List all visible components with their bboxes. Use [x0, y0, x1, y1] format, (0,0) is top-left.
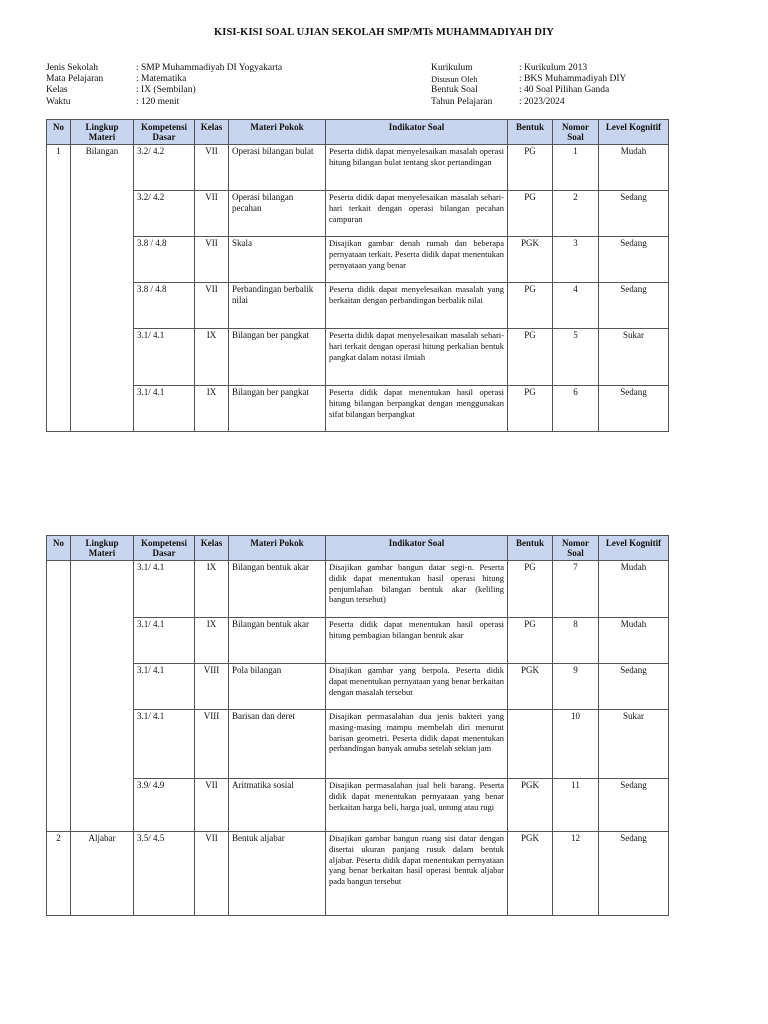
- info-row: [46, 74, 282, 85]
- header-kelas: Kelas: [195, 120, 229, 145]
- cell-level-kognitif: Sukar: [599, 710, 669, 779]
- cell-materi-pokok: Bilangan bentuk akar: [229, 561, 326, 618]
- cell-kelas: VII: [195, 237, 229, 283]
- cell-bentuk: PG: [508, 191, 553, 237]
- cell-kelas: VIII: [195, 710, 229, 779]
- header-bentuk: Bentuk: [508, 536, 553, 561]
- cell-nomor-soal: 5: [553, 329, 599, 386]
- cell-kompetensi-dasar: 3.1/ 4.1: [134, 329, 195, 386]
- cell-kompetensi-dasar: 3.1/ 4.1: [134, 664, 195, 710]
- cell-no: 2: [47, 832, 71, 916]
- info-label: Kelas: [46, 85, 68, 96]
- cell-materi-pokok: Barisan dan deret: [229, 710, 326, 779]
- cell-nomor-soal: 7: [553, 561, 599, 618]
- cell-nomor-soal: 11: [553, 779, 599, 832]
- cell-bentuk: PGK: [508, 664, 553, 710]
- cell-kompetensi-dasar: 3.8 / 4.8: [134, 283, 195, 329]
- info-value: : Matematika: [136, 74, 187, 85]
- cell-indikator-soal: Peserta didik dapat menyelesaikan masalah sehari-hari terkait dengan operasi bilangan pecahan campuran: [326, 191, 508, 237]
- table-row: [47, 329, 669, 386]
- cell-kompetensi-dasar: 3.5/ 4.5: [134, 832, 195, 916]
- kisi-table-2: [46, 535, 669, 916]
- cell-nomor-soal: 1: [553, 145, 599, 191]
- header-level-kognitif: Level Kognitif: [599, 536, 669, 561]
- info-value: : SMP Muhammadiyah DI Yogyakarta: [136, 63, 283, 73]
- info-label: Tahun Pelajaran: [431, 96, 493, 107]
- table-row: [47, 561, 669, 618]
- cell-bentuk: PG: [508, 283, 553, 329]
- info-row: [431, 97, 626, 108]
- cell-indikator-soal: Peserta didik dapat menentukan hasil operasi hitung bilangan berpangkat dengan menggunakan sifat bilangan berpangkat: [326, 386, 508, 432]
- cell-materi-pokok: Bilangan ber pangkat: [229, 386, 326, 432]
- cell-kelas: VII: [195, 832, 229, 916]
- document-title: KISI-KISI SOAL UJIAN SEKOLAH SMP/MTs MUHAMMADIYAH DIY: [214, 27, 554, 38]
- cell-bentuk: PG: [508, 561, 553, 618]
- cell-bentuk: PG: [508, 329, 553, 386]
- info-label: Bentuk Soal: [431, 85, 478, 96]
- header-materi-pokok: Materi Pokok: [229, 120, 326, 145]
- cell-level-kognitif: Mudah: [599, 145, 669, 191]
- cell-no: 1: [47, 145, 71, 432]
- cell-materi-pokok: Pola bilangan: [229, 664, 326, 710]
- cell-nomor-soal: 3: [553, 237, 599, 283]
- info-row: [46, 97, 282, 108]
- header-lingkup-materi: Lingkup Materi: [71, 120, 134, 145]
- info-label: Mata Pelajaran: [46, 74, 104, 85]
- info-value: : 120 menit: [136, 96, 180, 107]
- header-no: No: [47, 536, 71, 561]
- cell-kompetensi-dasar: 3.2/ 4.2: [134, 145, 195, 191]
- cell-level-kognitif: Sedang: [599, 237, 669, 283]
- header-kompetensi-dasar: Kompetensi Dasar: [134, 536, 195, 561]
- cell-nomor-soal: 9: [553, 664, 599, 710]
- cell-materi-pokok: Operasi bilangan pecahan: [229, 191, 326, 237]
- cell-indikator-soal: Disajikan gambar bangun datar segi-n. Peserta didik dapat menentukan hasil operasi hitung penjumlahan bilangan bentuk akar (keliling bangun tersebut): [326, 561, 508, 618]
- cell-nomor-soal: 4: [553, 283, 599, 329]
- cell-kelas: VII: [195, 191, 229, 237]
- table-row: [47, 832, 669, 916]
- cell-level-kognitif: Sedang: [599, 283, 669, 329]
- info-row: [431, 74, 626, 85]
- table-header-row: [47, 536, 669, 561]
- cell-indikator-soal: Peserta didik dapat menyelesaikan masalah yang berkaitan dengan perbandingan berbalik nilai: [326, 283, 508, 329]
- cell-indikator-soal: Disajikan gambar yang berpola. Peserta didik dapat menentukan pernyataan yang benar berkaitan dengan masalah tersebut: [326, 664, 508, 710]
- cell-materi-pokok: Operasi bilangan bulat: [229, 145, 326, 191]
- table-header-row: [47, 120, 669, 145]
- cell-bentuk: PGK: [508, 779, 553, 832]
- cell-indikator-soal: Disajikan gambar denah rumah dan beberapa pernyataan terkait. Peserta didik dapat menentukan pernyataan yang benar: [326, 237, 508, 283]
- cell-bentuk: PG: [508, 386, 553, 432]
- cell-bentuk: PG: [508, 618, 553, 664]
- cell-nomor-soal: 2: [553, 191, 599, 237]
- table-row: [47, 237, 669, 283]
- cell-indikator-soal: Disajikan permasalahan jual beli barang. Peserta didik dapat menentukan pernyataan yang benar berkaitan harga beli, harga jual, untung atau rugi: [326, 779, 508, 832]
- info-row: [46, 63, 282, 74]
- info-value: : IX (Sembilan): [136, 85, 196, 96]
- cell-kelas: IX: [195, 329, 229, 386]
- cell-bentuk: PGK: [508, 237, 553, 283]
- info-left: [46, 63, 282, 108]
- header-materi-pokok: Materi Pokok: [229, 536, 326, 561]
- cell-materi-pokok: Bilangan ber pangkat: [229, 329, 326, 386]
- cell-kelas: VII: [195, 283, 229, 329]
- cell-kelas: IX: [195, 386, 229, 432]
- cell-indikator-soal: Disajikan gambar bangun ruang sisi datar dengan disertai ukuran panjang rusuk dalam bentuk aljabar. Peserta didik dapat menentukan pernyataan yang benar berkaitan hasil operasi bentuk aljabar pada bangun tersebut: [326, 832, 508, 916]
- cell-materi-pokok: Perbandingan berbalik nilai: [229, 283, 326, 329]
- cell-kompetensi-dasar: 3.1/ 4.1: [134, 386, 195, 432]
- info-label: Kurikulum: [431, 63, 473, 73]
- cell-nomor-soal: 8: [553, 618, 599, 664]
- cell-indikator-soal: Peserta didik dapat menyelesaikan masalah sehari-hari terkait dengan operasi hitung perkalian bentuk pangkat dalam notasi ilmiah: [326, 329, 508, 386]
- table-row: [47, 145, 669, 191]
- info-label: Waktu: [46, 96, 71, 107]
- cell-materi-pokok: Bentuk aljabar: [229, 832, 326, 916]
- info-right: [431, 63, 626, 108]
- cell-lingkup-materi: [71, 561, 134, 832]
- cell-nomor-soal: 6: [553, 386, 599, 432]
- cell-kompetensi-dasar: 3.8 / 4.8: [134, 237, 195, 283]
- header-lingkup-materi: Lingkup Materi: [71, 536, 134, 561]
- table-row: [47, 386, 669, 432]
- cell-kompetensi-dasar: 3.2/ 4.2: [134, 191, 195, 237]
- table-row: [47, 664, 669, 710]
- cell-kelas: IX: [195, 618, 229, 664]
- cell-kompetensi-dasar: 3.1/ 4.1: [134, 561, 195, 618]
- table-row: [47, 191, 669, 237]
- cell-kelas: VII: [195, 779, 229, 832]
- cell-level-kognitif: Sukar: [599, 329, 669, 386]
- cell-indikator-soal: Disajikan permasalahan dua jenis bakteri yang masing-masing mampu membelah diri menurut barisan geometri. Peserta didik dapat menentukan perbandingan banyak amuba setelah sekian jam: [326, 710, 508, 779]
- header-no: No: [47, 120, 71, 145]
- table-row: [47, 779, 669, 832]
- header-level-kognitif: Level Kognitif: [599, 120, 669, 145]
- cell-level-kognitif: Mudah: [599, 618, 669, 664]
- cell-kelas: VII: [195, 145, 229, 191]
- info-row: [431, 85, 626, 96]
- info-row: [46, 85, 282, 96]
- cell-bentuk: PG: [508, 145, 553, 191]
- table-row: [47, 283, 669, 329]
- cell-lingkup-materi: Aljabar: [71, 832, 134, 916]
- table-row: [47, 618, 669, 664]
- cell-lingkup-materi: Bilangan: [71, 145, 134, 432]
- header-indikator-soal: Indikator Soal: [326, 120, 508, 145]
- info-value: : 40 Soal Pilihan Ganda: [519, 85, 610, 96]
- cell-level-kognitif: Sedang: [599, 386, 669, 432]
- header-nomor-soal: Nomor Soal: [553, 536, 599, 561]
- cell-level-kognitif: Mudah: [599, 561, 669, 618]
- cell-materi-pokok: Aritmatika sosial: [229, 779, 326, 832]
- info-value: : Kurikulum 2013: [519, 63, 588, 73]
- cell-kompetensi-dasar: 3.9/ 4.9: [134, 779, 195, 832]
- info-label: Disusun Oleh: [431, 74, 478, 85]
- cell-kelas: VIII: [195, 664, 229, 710]
- cell-kelas: IX: [195, 561, 229, 618]
- cell-bentuk: [508, 710, 553, 779]
- header-kelas: Kelas: [195, 536, 229, 561]
- info-row: [431, 63, 626, 74]
- info-label: Jenis Sekolah: [46, 63, 98, 73]
- header-nomor-soal: Nomor Soal: [553, 120, 599, 145]
- cell-kompetensi-dasar: 3.1/ 4.1: [134, 618, 195, 664]
- cell-level-kognitif: Sedang: [599, 191, 669, 237]
- info-value: : BKS Muhammadiyah DIY: [519, 74, 627, 85]
- header-indikator-soal: Indikator Soal: [326, 536, 508, 561]
- cell-kompetensi-dasar: 3.1/ 4.1: [134, 710, 195, 779]
- cell-materi-pokok: Bilangan bentuk akar: [229, 618, 326, 664]
- header-kompetensi-dasar: Kompetensi Dasar: [134, 120, 195, 145]
- cell-level-kognitif: Sedang: [599, 779, 669, 832]
- cell-bentuk: PGK: [508, 832, 553, 916]
- header-bentuk: Bentuk: [508, 120, 553, 145]
- cell-level-kognitif: Sedang: [599, 832, 669, 916]
- cell-level-kognitif: Sedang: [599, 664, 669, 710]
- info-value: : 2023/2024: [519, 96, 565, 107]
- cell-nomor-soal: 12: [553, 832, 599, 916]
- cell-no: [47, 561, 71, 832]
- cell-nomor-soal: 10: [553, 710, 599, 779]
- kisi-table-1: [46, 119, 669, 432]
- cell-indikator-soal: Peserta didik dapat menentukan hasil operasi hitung pembagian bilangan bentuk akar: [326, 618, 508, 664]
- cell-materi-pokok: Skala: [229, 237, 326, 283]
- table-row: [47, 710, 669, 779]
- cell-indikator-soal: Peserta didik dapat menyelesaikan masalah operasi hitung bilangan bulat tentang skor pertandingan: [326, 145, 508, 191]
